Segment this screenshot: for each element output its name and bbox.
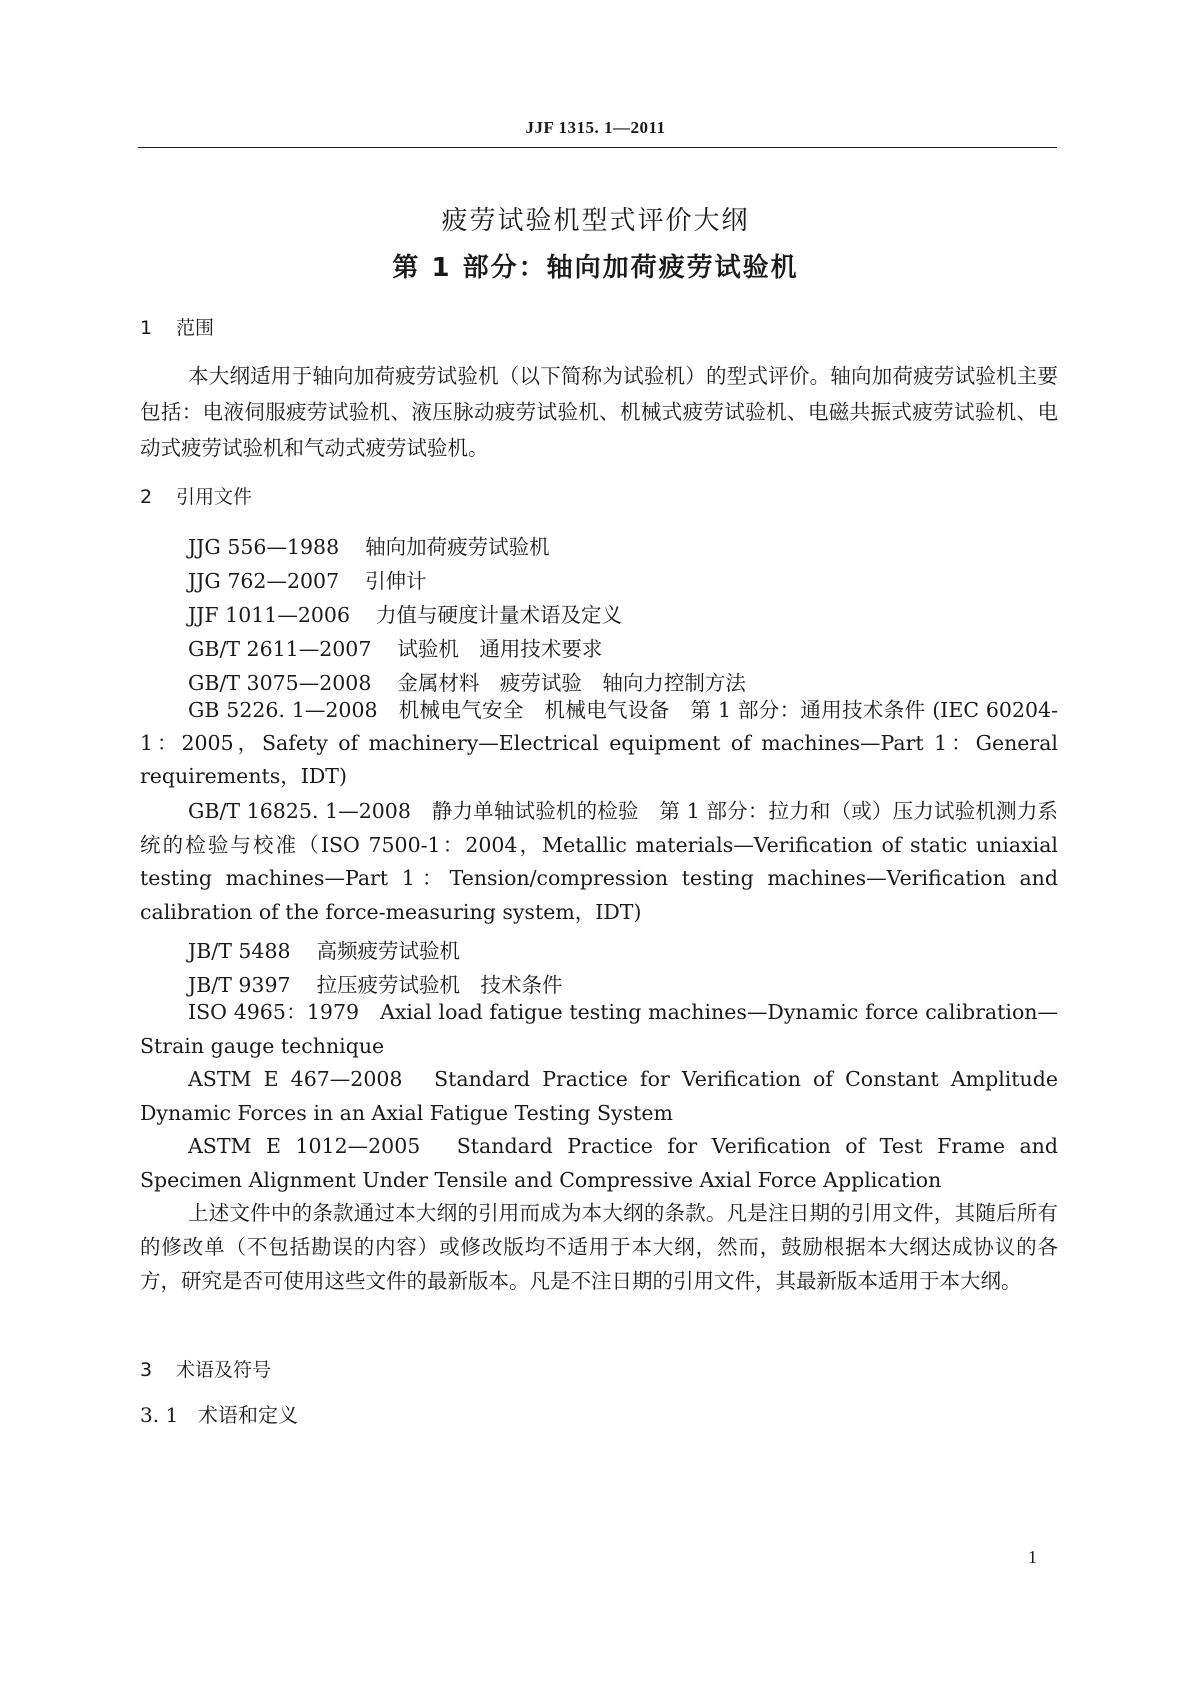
reference-item [188, 666, 746, 696]
reference-item-multiline [140, 995, 1058, 1063]
paragraph-text: 上述文件中的条款通过本大纲的引用而成为本大纲的条款。凡是注日期的引用文件，其随后所有的修改单（不包括勘误的内容）或修改版均不适用于本大纲，然而，鼓励根据本大纲达成协议的各方，研究是否可使用这些文件的最新版本。凡是不注日期的引用文件，其最新版本适用于本大纲。 [140, 1201, 1058, 1293]
reference-item-multiline [140, 1062, 1058, 1130]
reference-code: GB/T 3075—2008 [188, 671, 372, 695]
reference-title: Standard Practice for Verification of Test Frame and Specimen Alignment Under Tensile and Compressive Axial Force Application [140, 1134, 1058, 1192]
reference-code: ASTM E 1012—2005 [188, 1134, 421, 1158]
reference-title: 轴向加荷疲劳试验机 [365, 535, 550, 559]
reference-title: 引伸计 [365, 569, 427, 593]
paragraph-text: 本大纲适用于轴向加荷疲劳试验机（以下简称为试验机）的型式评价。轴向加荷疲劳试验机主要包括：电液伺服疲劳试验机、液压脉动疲劳试验机、机械式疲劳试验机、电磁共振式疲劳试验机、电动式疲劳试验机和气动式疲劳试验机。 [140, 364, 1058, 460]
subsection-3-1-heading [140, 1399, 298, 1428]
reference-code: JJG 556—1988 [188, 535, 340, 559]
section-1-paragraph [140, 358, 1058, 466]
section-2-heading [140, 482, 252, 509]
reference-item-multiline [140, 1129, 1058, 1197]
reference-code: JJF 1011—2006 [188, 603, 351, 627]
reference-title: 试验机 通用技术要求 [397, 637, 603, 661]
section-title: 术语及符号 [176, 1359, 272, 1381]
reference-title: 金属材料 疲劳试验 轴向力控制方法 [397, 671, 746, 695]
reference-item [188, 564, 427, 594]
section-title: 引用文件 [176, 486, 253, 508]
document-title: 疲劳试验机型式评价大纲 [441, 206, 750, 236]
section-number: 3 [140, 1359, 153, 1381]
reference-item [188, 632, 602, 662]
reference-title: 机械电气安全 机械电气设备 第 1 部分：通用技术条件 (IEC 60204-1：2005，Safety of machinery—Electrical equipment of machines—Part 1：General requirements，IDT) [140, 698, 1059, 788]
reference-title: 力值与硬度计量术语及定义 [376, 603, 623, 627]
reference-code: GB 5226. 1—2008 [188, 698, 378, 722]
reference-code: JB/T 5488 [188, 939, 291, 963]
reference-item-multiline [140, 694, 1058, 793]
section-number: 1 [140, 317, 153, 339]
reference-title: 高频疲劳试验机 [316, 939, 461, 963]
reference-code: GB/T 2611—2007 [188, 637, 372, 661]
section-number: 2 [140, 486, 153, 508]
reference-title: Axial load fatigue testing machines—Dynamic force calibration—Strain gauge technique [140, 1000, 1058, 1058]
document-subtitle: 第 1 部分：轴向加荷疲劳试验机 [392, 253, 799, 283]
section-1-heading [140, 313, 214, 340]
reference-item [188, 598, 622, 628]
reference-item [188, 530, 550, 560]
reference-code: JB/T 9397 [188, 973, 291, 997]
reference-item-multiline [140, 795, 1058, 929]
reference-title: Standard Practice for Verification of Constant Amplitude Dynamic Forces in an Axial Fatigue Testing System [140, 1067, 1059, 1125]
reference-code: GB/T 16825. 1—2008 [188, 799, 411, 823]
section-title: 范围 [176, 317, 215, 339]
reference-title: 拉压疲劳试验机 技术条件 [316, 973, 563, 997]
reference-code: ASTM E 467—2008 [188, 1067, 403, 1091]
reference-code: ISO 4965：1979 [188, 1000, 360, 1024]
header-rule [138, 147, 1057, 148]
subsection-title: 术语和定义 [198, 1403, 298, 1427]
subsection-number: 3. 1 [140, 1403, 179, 1427]
reference-item [188, 934, 460, 964]
reference-item [188, 968, 563, 998]
section-3-heading [140, 1355, 271, 1382]
reference-title: 静力单轴试验机的检验 第 1 部分：拉力和（或）压力试验机测力系统的检验与校准（ISO 7500-1：2004，Metallic materials—Verification of static uniaxial testing machines—Part 1：Tension/compression testing machines—Verification and calibration of the force-measuring system，IDT) [140, 799, 1059, 924]
document-code-header: JJF 1315. 1—2011 [525, 118, 666, 137]
page-number: 1 [1028, 1547, 1037, 1567]
reference-code: JJG 762—2007 [188, 569, 340, 593]
section-2-closing-paragraph [140, 1196, 1058, 1298]
